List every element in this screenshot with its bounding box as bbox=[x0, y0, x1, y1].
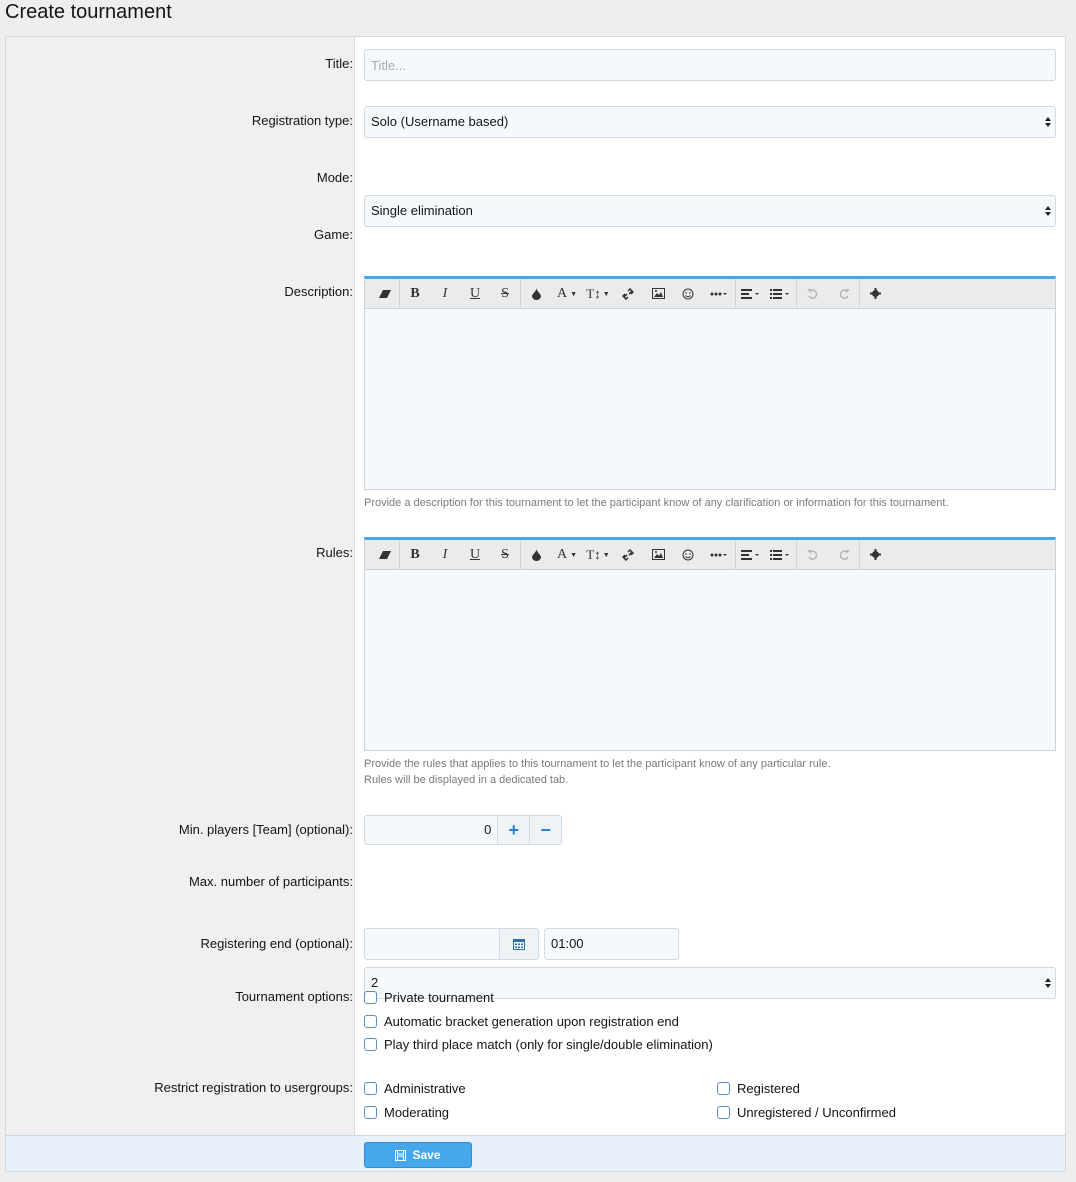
gear-icon[interactable] bbox=[860, 279, 891, 309]
bold-button[interactable]: B bbox=[410, 546, 420, 562]
link-icon[interactable] bbox=[613, 279, 643, 309]
editor-toolbar bbox=[365, 540, 1055, 570]
image-icon[interactable] bbox=[643, 540, 673, 570]
usergroups-col2 bbox=[717, 1078, 896, 1122]
calendar-icon bbox=[513, 938, 525, 950]
list-icon[interactable] bbox=[766, 540, 796, 570]
rules-help bbox=[364, 756, 831, 788]
usergroups-label: Restrict registration to usergroups: bbox=[154, 1080, 353, 1095]
title-label: Title: bbox=[325, 56, 353, 71]
registration-type-value: Solo (Username based) bbox=[371, 114, 509, 129]
font-size-label: T↕ bbox=[586, 546, 601, 562]
gear-icon[interactable] bbox=[860, 540, 891, 570]
save-label: Save bbox=[412, 1148, 441, 1162]
registration-type-label: Registration type: bbox=[251, 113, 353, 128]
option-label: Play third place match (only for single/double elimination) bbox=[384, 1036, 713, 1052]
min-players-input[interactable]: 0 bbox=[364, 815, 498, 845]
font-color-button[interactable]: A ▼ bbox=[556, 546, 578, 562]
editor-toolbar bbox=[365, 279, 1055, 309]
usergroup-unregistered[interactable] bbox=[717, 1102, 896, 1122]
mode-value: Single elimination bbox=[371, 203, 473, 218]
usergroups-col1 bbox=[364, 1078, 466, 1122]
usergroup-label: Administrative bbox=[384, 1080, 466, 1096]
min-players-label: Min. players [Team] (optional): bbox=[178, 822, 353, 837]
description-textarea[interactable] bbox=[365, 309, 1055, 489]
image-icon[interactable] bbox=[643, 279, 673, 309]
redo-icon[interactable] bbox=[828, 279, 859, 309]
mode-select[interactable] bbox=[364, 195, 1056, 227]
usergroup-label: Registered bbox=[737, 1080, 800, 1096]
game-label: Game: bbox=[313, 227, 353, 242]
font-size-label: T↕ bbox=[586, 285, 601, 301]
rules-help-line2: Rules will be displayed in a dedicated tab. bbox=[364, 774, 569, 786]
registering-end-time-input[interactable]: 01:00 bbox=[544, 928, 679, 960]
underline-button[interactable]: U bbox=[469, 285, 481, 301]
option-label: Automatic bracket generation upon registration end bbox=[384, 1013, 679, 1029]
font-size-button[interactable]: T↕ ▼ bbox=[586, 546, 610, 562]
option-third-place[interactable] bbox=[364, 1034, 713, 1054]
eraser-icon[interactable] bbox=[371, 540, 399, 570]
usergroup-registered[interactable] bbox=[717, 1078, 896, 1098]
font-color-label: A bbox=[556, 546, 568, 562]
form-footer bbox=[6, 1135, 1065, 1171]
usergroup-administrative[interactable] bbox=[364, 1078, 466, 1098]
rules-editor bbox=[364, 537, 1056, 751]
title-input[interactable] bbox=[364, 49, 1056, 81]
italic-button[interactable]: I bbox=[442, 285, 448, 301]
eraser-icon[interactable] bbox=[371, 279, 399, 309]
rules-help-line1: Provide the rules that applies to this tournament to let the participant know of any particular rule. bbox=[364, 758, 831, 770]
rules-label: Rules: bbox=[316, 545, 353, 560]
select-caret-icon bbox=[1044, 205, 1052, 217]
min-players-stepper bbox=[364, 815, 562, 845]
checkbox[interactable] bbox=[364, 1015, 377, 1028]
tournament-options-label: Tournament options: bbox=[235, 989, 353, 1004]
increment-button[interactable]: + bbox=[498, 815, 530, 845]
option-label: Private tournament bbox=[384, 989, 494, 1005]
underline-button[interactable]: U bbox=[469, 546, 481, 562]
checkbox[interactable] bbox=[364, 991, 377, 1004]
description-help: Provide a description for this tournament to let the participant know of any clarification or information for this tournament. bbox=[364, 497, 949, 509]
checkbox[interactable] bbox=[717, 1082, 730, 1095]
option-auto-bracket[interactable] bbox=[364, 1011, 713, 1031]
max-participants-value: 2 bbox=[371, 975, 379, 990]
link-icon[interactable] bbox=[613, 540, 643, 570]
more-icon[interactable] bbox=[703, 279, 735, 309]
checkbox[interactable] bbox=[364, 1082, 377, 1095]
description-editor bbox=[364, 276, 1056, 490]
option-private[interactable] bbox=[364, 987, 713, 1007]
max-participants-label: Max. number of participants: bbox=[188, 874, 353, 889]
list-icon[interactable] bbox=[766, 279, 796, 309]
undo-icon[interactable] bbox=[797, 540, 828, 570]
registering-end-group bbox=[364, 928, 679, 960]
description-label: Description: bbox=[284, 284, 353, 299]
usergroup-label: Unregistered / Unconfirmed bbox=[737, 1104, 896, 1120]
tournament-form bbox=[5, 36, 1066, 1172]
registering-end-label: Registering end (optional): bbox=[200, 936, 353, 951]
more-icon[interactable] bbox=[703, 540, 735, 570]
color-drop-icon[interactable] bbox=[521, 540, 551, 570]
redo-icon[interactable] bbox=[828, 540, 859, 570]
font-size-button[interactable]: T↕ ▼ bbox=[586, 285, 610, 301]
checkbox[interactable] bbox=[717, 1106, 730, 1119]
strikethrough-button[interactable]: S bbox=[501, 546, 509, 562]
rules-textarea[interactable] bbox=[365, 570, 1055, 750]
align-icon[interactable] bbox=[736, 540, 766, 570]
save-button[interactable] bbox=[364, 1142, 472, 1168]
select-caret-icon bbox=[1044, 116, 1052, 128]
strikethrough-button[interactable]: S bbox=[501, 285, 509, 301]
checkbox[interactable] bbox=[364, 1038, 377, 1051]
color-drop-icon[interactable] bbox=[521, 279, 551, 309]
page-title: Create tournament bbox=[5, 1, 172, 23]
font-color-button[interactable]: A ▼ bbox=[556, 285, 578, 301]
italic-button[interactable]: I bbox=[442, 546, 448, 562]
font-color-label: A bbox=[556, 285, 568, 301]
registration-type-select[interactable] bbox=[364, 106, 1056, 138]
mode-label: Mode: bbox=[316, 170, 353, 185]
align-icon[interactable] bbox=[736, 279, 766, 309]
tournament-options-group bbox=[364, 987, 713, 1054]
emoticon-icon[interactable] bbox=[673, 540, 703, 570]
usergroup-label: Moderating bbox=[384, 1104, 450, 1120]
bold-button[interactable]: B bbox=[410, 285, 420, 301]
label-column bbox=[6, 37, 355, 1135]
undo-icon[interactable] bbox=[797, 279, 828, 309]
usergroup-moderating[interactable] bbox=[364, 1102, 466, 1122]
save-icon bbox=[395, 1150, 406, 1161]
registering-end-date-input[interactable] bbox=[364, 928, 500, 960]
decrement-button[interactable]: − bbox=[530, 815, 562, 845]
calendar-button[interactable] bbox=[500, 928, 539, 960]
emoticon-icon[interactable] bbox=[673, 279, 703, 309]
select-caret-icon bbox=[1044, 977, 1052, 989]
checkbox[interactable] bbox=[364, 1106, 377, 1119]
